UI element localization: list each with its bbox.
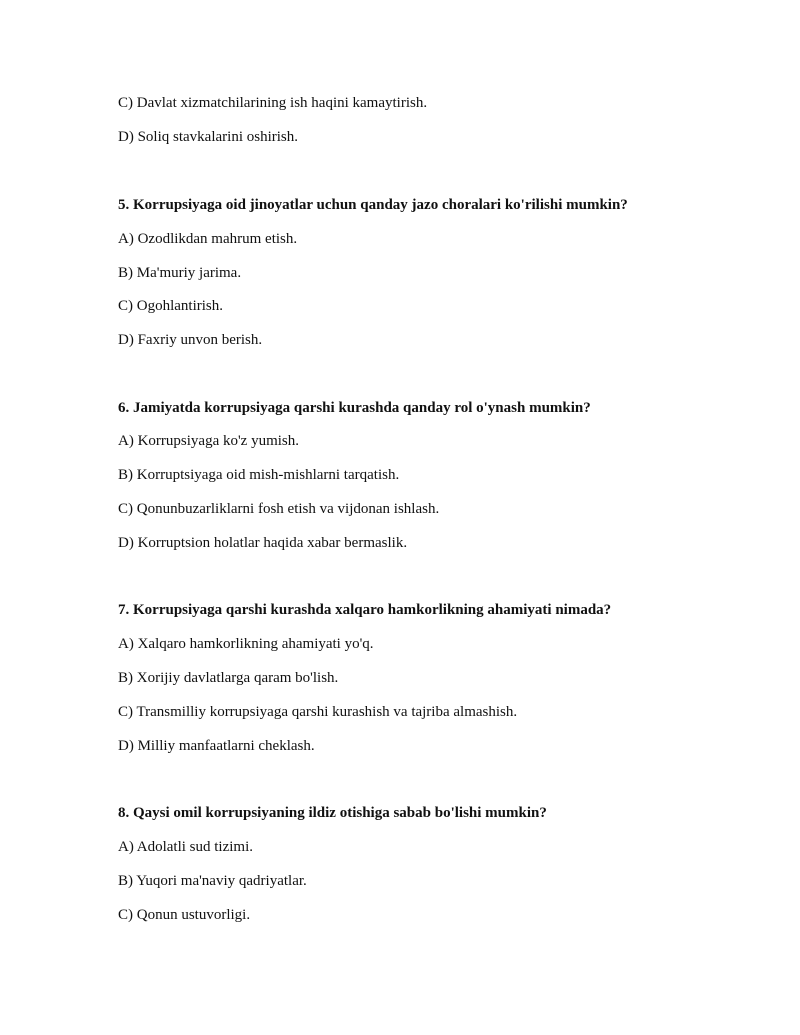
question-8: 8. Qaysi omil korrupsiyaning ildiz otishiga sabab bo'lishi mumkin?	[118, 805, 547, 821]
question-7-option-b: B) Xorijiy davlatlarga qaram bo'lish.	[118, 670, 339, 686]
question-8-option-a: A) Adolatli sud tizimi.	[118, 839, 253, 855]
question-8-option-c: C) Qonun ustuvorligi.	[118, 907, 251, 923]
option-c-previous: C) Davlat xizmatchilarining ish haqini kamaytirish.	[118, 95, 428, 111]
question-5: 5. Korrupsiyaga oid jinoyatlar uchun qanday jazo choralari ko'rilishi mumkin?	[118, 197, 628, 213]
question-7-option-c: C) Transmilliy korrupsiyaga qarshi kurashish va tajriba almashish.	[118, 704, 518, 720]
question-6-option-a: A) Korrupsiyaga ko'z yumish.	[118, 433, 300, 449]
question-6-option-c: C) Qonunbuzarliklarni fosh etish va vijdonan ishlash.	[118, 501, 440, 517]
question-6: 6. Jamiyatda korrupsiyaga qarshi kurashda qanday rol o'ynash mumkin?	[118, 400, 591, 416]
question-5-option-d: D) Faxriy unvon berish.	[118, 332, 263, 348]
question-7-option-d: D) Milliy manfaatlarni cheklash.	[118, 738, 315, 754]
question-7: 7. Korrupsiyaga qarshi kurashda xalqaro hamkorlikning ahamiyati nimada?	[118, 602, 612, 618]
question-7-option-a: A) Xalqaro hamkorlikning ahamiyati yo'q.	[118, 636, 374, 652]
option-d-previous: D) Soliq stavkalarini oshirish.	[118, 129, 298, 145]
question-8-option-b: B) Yuqori ma'naviy qadriyatlar.	[118, 873, 307, 889]
question-5-option-a: A) Ozodlikdan mahrum etish.	[118, 231, 298, 247]
question-6-option-b: B) Korruptsiyaga oid mish-mishlarni tarqatish.	[118, 467, 400, 483]
question-5-option-c: C) Ogohlantirish.	[118, 298, 223, 314]
question-5-option-b: B) Ma'muriy jarima.	[118, 265, 242, 281]
question-6-option-d: D) Korruptsion holatlar haqida xabar bermaslik.	[118, 535, 408, 551]
